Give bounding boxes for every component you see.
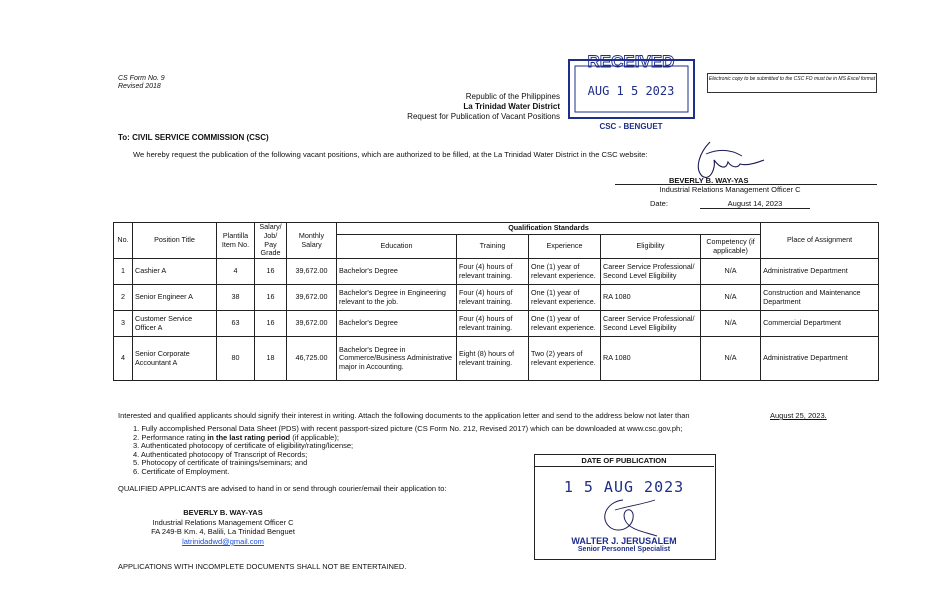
col-no: No. [114, 223, 133, 259]
table-row [114, 311, 879, 337]
cell-salary: 39,672.00 [287, 311, 337, 337]
col-experience: Experience [529, 235, 601, 259]
list-item: 4. Authenticated photocopy of Transcript of Records; [133, 449, 308, 459]
cell-grade: 18 [255, 337, 287, 381]
cell-grade: 16 [255, 285, 287, 311]
vacant-positions-table [113, 222, 879, 381]
cell-salary: 39,672.00 [287, 285, 337, 311]
contact-title: Industrial Relations Management Officer C [152, 518, 294, 527]
incomplete-warning: APPLICATIONS WITH INCOMPLETE DOCUMENTS SHALL NOT BE ENTERTAINED. [118, 562, 407, 571]
signature-jerusalem [585, 496, 665, 538]
cell-item: 80 [217, 337, 255, 381]
cell-education: Bachelor's Degree in Engineering relevant to the job. [337, 285, 457, 311]
cell-education: Bachelor's Degree [337, 311, 457, 337]
list-item: 2. Performance rating in the last rating period (if applicable); [133, 432, 339, 442]
stamp-word: RECEIVED [587, 52, 675, 71]
cell-item: 63 [217, 311, 255, 337]
cell-competency: N/A [701, 285, 761, 311]
cell-position: Senior Corporate Accountant A [133, 337, 217, 381]
cell-salary: 39,672.00 [287, 259, 337, 285]
form-number: CS Form No. 9 Revised 2018 [118, 75, 165, 90]
table-row [114, 285, 879, 311]
signatory-title: Industrial Relations Management Officer C [659, 185, 801, 194]
stamp-date: AUG 1 5 2023 [587, 84, 675, 98]
cell-eligibility: RA 1080 [601, 285, 701, 311]
copy-note: Electronic copy to be submitted to the CSC FO must be in MS Excel format [708, 76, 876, 82]
cell-education: Bachelor's Degree in Commerce/Business Administrative major in Accounting. [337, 337, 457, 381]
cell-experience: One (1) year of relevant experience. [529, 259, 601, 285]
cell-competency: N/A [701, 311, 761, 337]
col-training: Training [457, 235, 529, 259]
col-monthly-salary: Monthly Salary [287, 223, 337, 259]
date-label: Date: [650, 199, 668, 208]
col-qualification-standards: Qualification Standards [337, 223, 761, 235]
cell-place: Commercial Department [761, 311, 879, 337]
cell-experience: One (1) year of relevant experience. [529, 311, 601, 337]
deadline-date: August 25, 2023. [770, 411, 827, 420]
request-title: Request for Publication of Vacant Positions [407, 112, 560, 121]
qualified-applicants-note: QUALIFIED APPLICANTS are advised to hand in or send through courier/email their application to: [118, 484, 447, 493]
cell-competency: N/A [701, 337, 761, 381]
col-competency: Competency (if applicable) [701, 235, 761, 259]
cell-experience: One (1) year of relevant experience. [529, 285, 601, 311]
col-plantilla: Plantilla Item No. [217, 223, 255, 259]
addressee: To: CIVIL SERVICE COMMISSION (CSC) [118, 133, 269, 142]
cell-no: 1 [114, 259, 133, 285]
publisher-position: Senior Personnel Specialist [577, 546, 671, 553]
cell-item: 38 [217, 285, 255, 311]
col-position: Position Title [133, 223, 217, 259]
cell-no: 2 [114, 285, 133, 311]
received-stamp [563, 50, 700, 132]
cell-training: Four (4) hours of relevant training. [457, 311, 529, 337]
cell-no: 3 [114, 311, 133, 337]
list-item: 6. Certificate of Employment. [133, 466, 230, 476]
contact-email-link[interactable]: latrinidadwd@gmail.com [182, 537, 264, 546]
cell-item: 4 [217, 259, 255, 285]
request-statement: We hereby request the publication of the following vacant positions, which are authorized to be filled, at the La Trinidad Water District in the CSC website: [133, 150, 648, 159]
cell-eligibility: Career Service Professional/ Second Level Eligibility [601, 259, 701, 285]
list-item: 1. Fully accomplished Personal Data Sheet (PDS) with recent passport-sized picture (CS Form No. 212, Revised 2017) which can be downloaded at www.csc.gov.ph; [133, 424, 683, 433]
republic-line: Republic of the Philippines [465, 92, 560, 101]
cell-place: Construction and Maintenance Department [761, 285, 879, 311]
agency-name: La Trinidad Water District [463, 102, 560, 111]
col-salary-grade: Salary/ Job/ Pay Grade [255, 223, 287, 259]
cell-position: Senior Engineer A [133, 285, 217, 311]
stamp-office: CSC - BENGUET [599, 122, 663, 131]
col-place: Place of Assignment [761, 223, 879, 259]
copy-note-box [707, 73, 877, 93]
cell-salary: 46,725.00 [287, 337, 337, 381]
list-item: 3. Authenticated photocopy of certificate of eligibility/rating/license; [133, 441, 354, 451]
cell-training: Four (4) hours of relevant training. [457, 285, 529, 311]
cell-experience: Two (2) years of relevant experience. [529, 337, 601, 381]
request-date: August 14, 2023 [700, 199, 810, 209]
cell-education: Bachelor's Degree [337, 259, 457, 285]
col-education: Education [337, 235, 457, 259]
publisher-name: WALTER J. JERUSALEM [571, 536, 677, 546]
cell-place: Administrative Department [761, 337, 879, 381]
cell-eligibility: Career Service Professional/ Second Level Eligibility [601, 311, 701, 337]
publication-title: DATE OF PUBLICATION [581, 456, 667, 465]
cell-place: Administrative Department [761, 259, 879, 285]
cell-training: Eight (8) hours of relevant training. [457, 337, 529, 381]
signatory-name: BEVERLY B. WAY-YAS [669, 176, 749, 185]
cell-training: Four (4) hours of relevant training. [457, 259, 529, 285]
contact-address: FA 249-B Km. 4, Balili, La Trinidad Benguet [151, 527, 295, 536]
publication-divider [534, 466, 714, 467]
cell-competency: N/A [701, 259, 761, 285]
col-eligibility: Eligibility [601, 235, 701, 259]
table-row [114, 337, 879, 381]
list-item: 5. Photocopy of certificate of trainings/seminars; and [133, 458, 308, 468]
interest-statement: Interested and qualified applicants should signify their interest in writing. Attach the following documents to the application letter and send to the address below not later than [118, 411, 690, 420]
contact-name: BEVERLY B. WAY-YAS [183, 508, 263, 517]
table-row [114, 259, 879, 285]
cell-no: 4 [114, 337, 133, 381]
cell-eligibility: RA 1080 [601, 337, 701, 381]
cell-position: Customer Service Officer A [133, 311, 217, 337]
cell-position: Cashier A [133, 259, 217, 285]
cell-grade: 16 [255, 259, 287, 285]
publication-date-stamp: 1 5 AUG 2023 [563, 478, 685, 496]
cell-grade: 16 [255, 311, 287, 337]
